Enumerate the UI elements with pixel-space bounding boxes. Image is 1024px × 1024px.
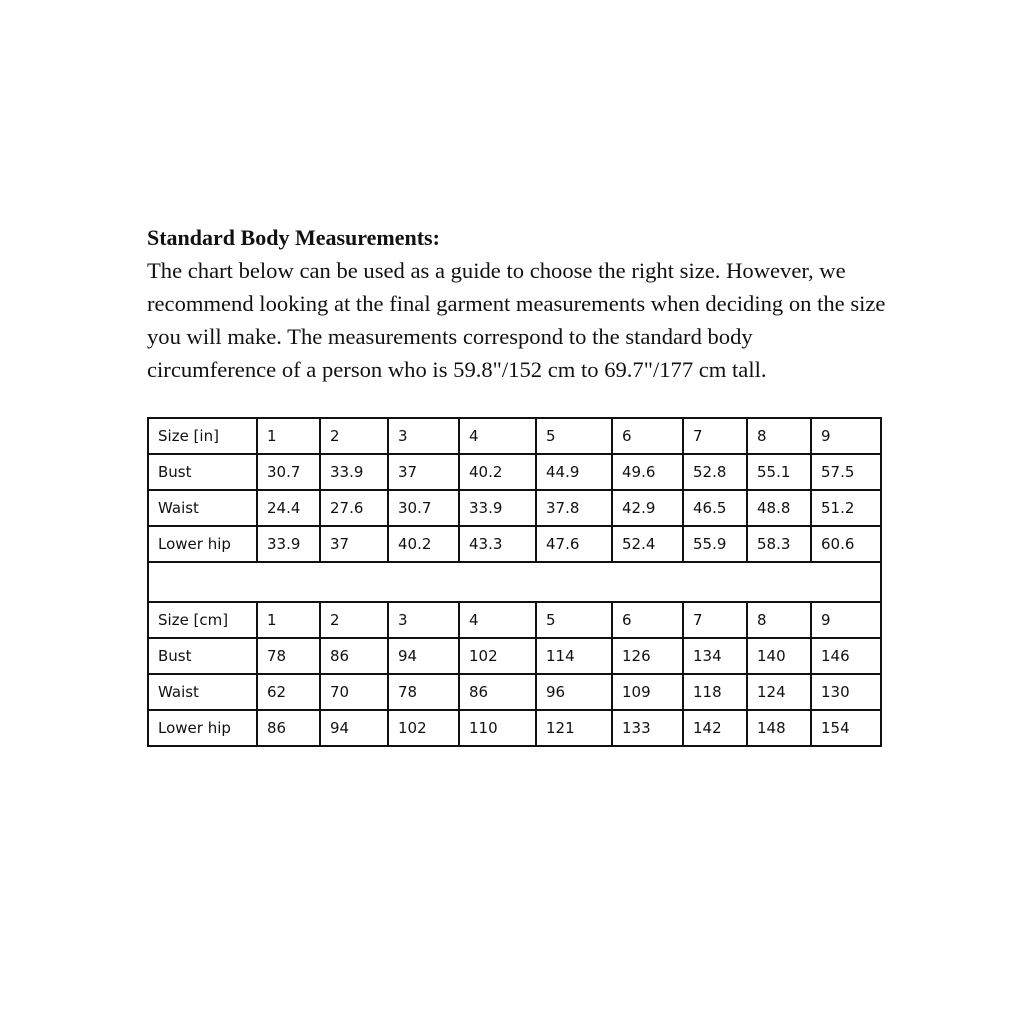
centimeters-header-row — [148, 602, 881, 638]
table-cell: 37 — [320, 526, 388, 562]
table-cell: 102 — [388, 710, 459, 746]
table-cell: 7 — [683, 418, 747, 454]
table-row — [148, 674, 881, 710]
row-label: Bust — [148, 638, 257, 674]
table-cell: 94 — [388, 638, 459, 674]
table-cell: 118 — [683, 674, 747, 710]
table-cell: 51.2 — [811, 490, 881, 526]
table-cell: 57.5 — [811, 454, 881, 490]
table-cell: 86 — [320, 638, 388, 674]
intro-paragraph: The chart below can be used as a guide to choose the right size. However, we recommend looking at the final garment measurements when deciding on the size you will make. The measurements correspond to the standard body circumference of a person who is 59.8"/152 cm to 69.7"/177 cm tall. — [147, 258, 886, 382]
table-cell: 48.8 — [747, 490, 811, 526]
table-cell: 109 — [612, 674, 683, 710]
table-cell: 94 — [320, 710, 388, 746]
row-label: Waist — [148, 490, 257, 526]
page-title: Standard Body Measurements: — [147, 225, 440, 250]
table-cell: 55.9 — [683, 526, 747, 562]
table-cell: 44.9 — [536, 454, 612, 490]
spacer-row — [148, 562, 881, 602]
table-cell: 124 — [747, 674, 811, 710]
row-label: Waist — [148, 674, 257, 710]
table-row — [148, 526, 881, 562]
table-cell: 6 — [612, 602, 683, 638]
table-cell: 4 — [459, 602, 536, 638]
table-cell: 114 — [536, 638, 612, 674]
table-cell: 42.9 — [612, 490, 683, 526]
table-cell: 24.4 — [257, 490, 320, 526]
table-cell: 40.2 — [459, 454, 536, 490]
table-cell: 130 — [811, 674, 881, 710]
table-cell: 110 — [459, 710, 536, 746]
table-cell: 2 — [320, 602, 388, 638]
table-cell: 49.6 — [612, 454, 683, 490]
table-cell: 78 — [388, 674, 459, 710]
table-cell: 8 — [747, 602, 811, 638]
table-cell: 96 — [536, 674, 612, 710]
table-cell: 43.3 — [459, 526, 536, 562]
table-cell: 5 — [536, 602, 612, 638]
table-cell: 78 — [257, 638, 320, 674]
row-label: Size [in] — [148, 418, 257, 454]
table-cell: 70 — [320, 674, 388, 710]
table-cell: 102 — [459, 638, 536, 674]
table-cell: 40.2 — [388, 526, 459, 562]
row-label: Lower hip — [148, 710, 257, 746]
table-cell: 7 — [683, 602, 747, 638]
table-cell: 86 — [459, 674, 536, 710]
table-cell: 3 — [388, 418, 459, 454]
table-cell: 60.6 — [811, 526, 881, 562]
table-row — [148, 638, 881, 674]
table-cell: 9 — [811, 418, 881, 454]
table-cell: 33.9 — [459, 490, 536, 526]
table-cell: 146 — [811, 638, 881, 674]
row-label: Size [cm] — [148, 602, 257, 638]
table-cell: 46.5 — [683, 490, 747, 526]
table-cell: 126 — [612, 638, 683, 674]
table-cell: 4 — [459, 418, 536, 454]
text-block — [147, 222, 907, 386]
table-row — [148, 490, 881, 526]
table-cell: 30.7 — [257, 454, 320, 490]
table-cell: 37 — [388, 454, 459, 490]
table-row — [148, 454, 881, 490]
table-cell: 154 — [811, 710, 881, 746]
table-cell: 62 — [257, 674, 320, 710]
table-cell: 142 — [683, 710, 747, 746]
row-label: Lower hip — [148, 526, 257, 562]
table-cell: 33.9 — [320, 454, 388, 490]
table-cell: 8 — [747, 418, 811, 454]
table-cell: 5 — [536, 418, 612, 454]
table-row — [148, 710, 881, 746]
table-cell: 9 — [811, 602, 881, 638]
table-body — [148, 418, 881, 746]
inches-header-row — [148, 418, 881, 454]
table-cell: 86 — [257, 710, 320, 746]
table-cell: 3 — [388, 602, 459, 638]
table-cell: 47.6 — [536, 526, 612, 562]
row-label: Bust — [148, 454, 257, 490]
table-cell: 58.3 — [747, 526, 811, 562]
size-chart-table — [147, 417, 882, 747]
table-cell: 37.8 — [536, 490, 612, 526]
table-cell: 1 — [257, 602, 320, 638]
table-cell: 2 — [320, 418, 388, 454]
table-cell: 133 — [612, 710, 683, 746]
table-cell: 30.7 — [388, 490, 459, 526]
table-cell: 52.8 — [683, 454, 747, 490]
spacer-cell — [148, 562, 881, 602]
table-cell: 27.6 — [320, 490, 388, 526]
table-cell: 1 — [257, 418, 320, 454]
table-cell: 55.1 — [747, 454, 811, 490]
table-cell: 148 — [747, 710, 811, 746]
table-cell: 134 — [683, 638, 747, 674]
table-cell: 121 — [536, 710, 612, 746]
table-cell: 33.9 — [257, 526, 320, 562]
table-cell: 52.4 — [612, 526, 683, 562]
table-cell: 140 — [747, 638, 811, 674]
table-cell: 6 — [612, 418, 683, 454]
